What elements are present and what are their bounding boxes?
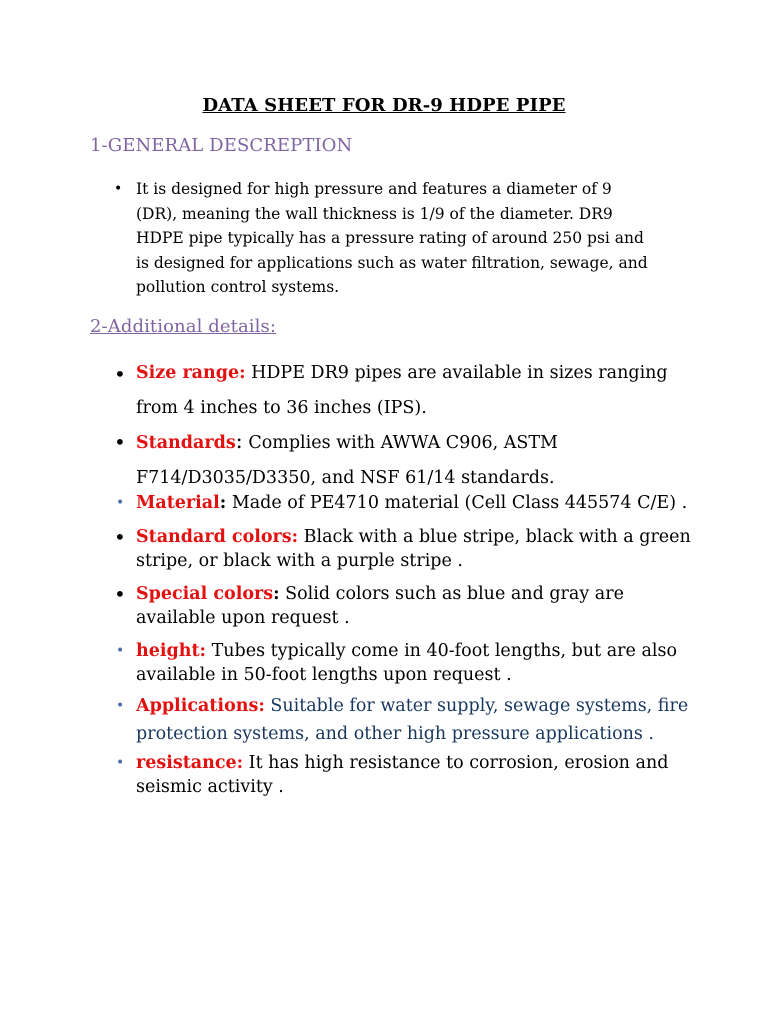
detail-label: Standard colors: [136, 527, 299, 547]
detail-colon: : [273, 584, 280, 604]
detail-item-standards [114, 424, 696, 496]
document-title: DATA SHEET FOR DR-9 HDPE PIPE [202, 95, 566, 116]
detail-text: It has high resistance to corrosion, erosion and seismic activity . [136, 753, 669, 797]
general-description-text: It is designed for high pressure and features a diameter of 9 (DR), meaning the wall thickness is 1/9 of the diameter. DR9 HDPE pipe typically has a pressure rating of around 250 psi and is designed for applications such as water filtration, sewage, and pollution control systems. [136, 180, 648, 296]
detail-label: Applications: [136, 696, 265, 716]
detail-item-material [116, 491, 696, 515]
detail-text: Solid colors such as blue and gray are available upon request . [136, 584, 624, 628]
bullet-icon: • [114, 582, 126, 606]
bullet-icon: • [116, 643, 125, 659]
general-description-item [114, 177, 656, 300]
bullet-icon: • [114, 362, 126, 386]
detail-colon: : [235, 429, 243, 453]
bullet-icon: • [116, 698, 125, 714]
detail-text: HDPE DR9 pipes are available in sizes ranging from 4 inches to 36 inches (IPS). [136, 363, 668, 418]
detail-item-standard-colors [114, 525, 696, 573]
detail-item-height [116, 639, 696, 687]
bullet-icon: • [116, 495, 125, 511]
bullet-icon: • [114, 430, 126, 454]
detail-text: Made of PE4710 material (Cell Class 445574 C/E) . [226, 493, 688, 513]
detail-text: Complies with AWWA C906, ASTM F714/D3035/D3350, and NSF 61/14 standards. [136, 433, 558, 488]
detail-label: Special colors [136, 584, 274, 604]
detail-label: Standards [136, 433, 236, 453]
detail-item-applications [116, 692, 696, 748]
detail-item-resistance [116, 751, 696, 799]
detail-text: Tubes typically come in 40-foot lengths, but are also available in 50-foot lengths upon request . [136, 641, 677, 685]
section-heading-additional: 2-Additional details: [90, 316, 277, 337]
bullet-icon: • [114, 181, 123, 197]
detail-label: resistance: [136, 753, 244, 773]
section-heading-general: 1-GENERAL DESCREPTION [90, 135, 353, 156]
detail-label: Material [136, 493, 220, 513]
detail-label: Size range: [136, 363, 246, 383]
bullet-icon: • [114, 525, 126, 549]
bullet-icon: • [116, 755, 125, 771]
detail-text: Black with a blue stripe, black with a green stripe, or black with a purple stripe . [136, 527, 691, 571]
detail-label: height: [136, 641, 207, 661]
detail-colon: : [219, 493, 227, 513]
detail-item-size-range [114, 356, 696, 426]
detail-text: Suitable for water supply, sewage systems, fire protection systems, and other high pressure applications . [136, 696, 689, 744]
detail-item-special-colors [114, 582, 696, 630]
